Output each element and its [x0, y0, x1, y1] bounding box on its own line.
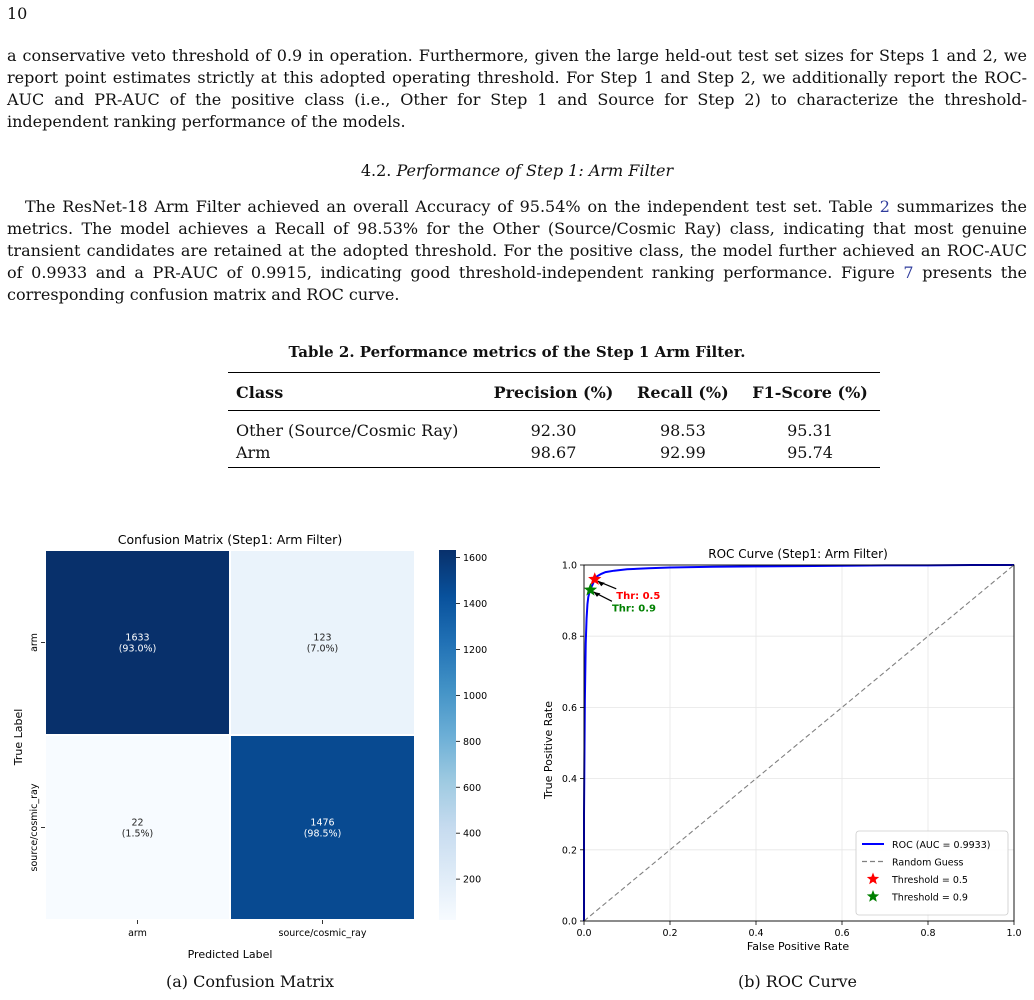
table-header-row — [228, 373, 880, 411]
cm-cell-label: 123 (7.0%) — [306, 632, 339, 655]
column-header: Class — [228, 373, 481, 411]
column-header: Precision (%) — [481, 373, 625, 411]
cm-colorbar-tick-label: 200 — [463, 874, 482, 886]
cm-colorbar-tick-label: 1200 — [463, 644, 488, 656]
section-number: 4.2. — [360, 161, 392, 180]
paragraph-text: presents the corresponding confusion matrix and ROC curve. — [7, 263, 1027, 304]
paragraph-text: The ResNet-18 Arm Filter achieved an overall Accuracy of 95.54% on the independent test set. Table — [25, 197, 880, 216]
table-cell: 92.30 — [530, 420, 577, 440]
cm-colorbar — [439, 550, 456, 920]
cm-colorbar-tick-label: 800 — [463, 736, 482, 748]
section-title: Performance of Step 1: Arm Filter — [396, 161, 674, 180]
table-cell: Other (Source/Cosmic Ray) — [236, 420, 459, 440]
roc-y-tick-label: 0.2 — [561, 845, 577, 857]
cm-cell-label: 22 (1.5%) — [121, 817, 154, 840]
cm-colorbar-tick-label: 1000 — [463, 690, 488, 702]
cm-x-tick-label: arm — [128, 928, 147, 939]
cm-colorbar-tick-label: 600 — [463, 782, 482, 794]
cm-colorbar-tick-label: 1600 — [463, 553, 488, 565]
table-cell: 95.31 — [787, 420, 833, 440]
roc-legend — [856, 831, 1008, 915]
column-header: Recall (%) — [626, 373, 740, 411]
roc-xlabel: False Positive Rate — [746, 940, 850, 953]
cm-title: Confusion Matrix (Step1: Arm Filter) — [117, 532, 343, 547]
roc-ylabel: True Positive Rate — [542, 701, 555, 799]
section-heading — [0, 161, 1034, 180]
legend-entry-label: Threshold = 0.9 — [892, 892, 968, 904]
table-row — [228, 441, 880, 468]
cm-cells — [45, 550, 415, 920]
table-cell: 98.53 — [659, 420, 706, 440]
roc-x-tick-label: 0.8 — [920, 928, 936, 939]
roc-y-tick-label: 0.0 — [561, 916, 577, 928]
confusion-matrix-chart — [0, 528, 500, 968]
cm-colorbar-ticks — [456, 553, 487, 886]
column-header: F1-Score (%) — [740, 373, 880, 411]
roc-title: ROC Curve (Step1: Arm Filter) — [708, 547, 888, 561]
legend-entry-label: Threshold = 0.5 — [892, 875, 968, 886]
cm-ylabel: True Label — [12, 708, 25, 766]
cm-colorbar-tick-label: 400 — [463, 828, 482, 840]
roc-y-tick-label: 0.8 — [561, 631, 577, 643]
cm-cell-label: 1476 (98.5%) — [303, 817, 342, 840]
cm-cell-label: 1633 (93.0%) — [118, 632, 157, 655]
threshold-annotation-label: Thr: 0.5 — [616, 590, 661, 602]
roc-y-tick-label: 0.6 — [561, 702, 577, 714]
cm-y-tick-label: source/cosmic_ray — [29, 783, 40, 872]
legend-entry-label: Random Guess — [892, 857, 964, 869]
figure-reference-link[interactable]: 7 — [903, 263, 914, 282]
legend-entry-label: ROC (AUC = 0.9933) — [892, 840, 991, 851]
table-caption: Table 2. Performance metrics of the Step 1 Arm Filter. — [288, 343, 746, 361]
roc-y-tick-label: 1.0 — [561, 560, 577, 572]
body-paragraph — [7, 196, 1027, 306]
roc-x-tick-label: 0.6 — [834, 928, 850, 939]
roc-x-tick-label: 0.2 — [662, 928, 678, 939]
cm-colorbar-tick-label: 1400 — [463, 599, 488, 611]
cm-xlabel: Predicted Label — [187, 948, 273, 961]
table-cell: 98.67 — [481, 441, 625, 468]
figure-subcaption-a: (a) Confusion Matrix — [165, 972, 334, 991]
page-number: 10 — [7, 4, 28, 23]
figure-subcaption-b: (b) ROC Curve — [737, 972, 857, 991]
cm-x-tick-label: source/cosmic_ray — [278, 928, 367, 939]
roc-x-tick-label: 0.4 — [748, 928, 764, 939]
roc-curve-chart — [530, 540, 1030, 965]
cm-y-tick-label: arm — [29, 633, 40, 652]
table-cell: Arm — [228, 441, 481, 468]
roc-x-tick-label: 1.0 — [1006, 928, 1022, 939]
table-cell: 95.74 — [740, 441, 880, 468]
metrics-table — [228, 372, 880, 468]
table-row — [228, 411, 880, 442]
table-reference-link[interactable]: 2 — [879, 197, 890, 216]
roc-x-tick-label: 0.0 — [576, 928, 592, 939]
roc-y-tick-label: 0.4 — [561, 774, 577, 786]
body-paragraph: a conservative veto threshold of 0.9 in operation. Furthermore, given the large held-out test set sizes for Steps 1 and 2, we report point estimates strictly at this adopted operating threshold. For Step 1 and Step 2, we additionally report the ROC-AUC and PR-AUC of the positive class (i.e., Other for Step 1 and Source for Step 2) to characterize the threshold-independent ranking performance of the models. — [7, 46, 1027, 131]
table-cell: 92.99 — [626, 441, 740, 468]
threshold-annotation-label: Thr: 0.9 — [611, 603, 657, 615]
paragraph-text: summarizes the metrics. The model achieves a Recall of 98.53% for the Other (Source/Cosmic Ray) class, indicating that most genuine transient candidates are retained at the adopted threshold. For the positive class, the model further achieved an ROC-AUC of 0.9933 and a PR-AUC of 0.9915, indicating good threshold-independent ranking performance. Figure — [7, 197, 1028, 282]
